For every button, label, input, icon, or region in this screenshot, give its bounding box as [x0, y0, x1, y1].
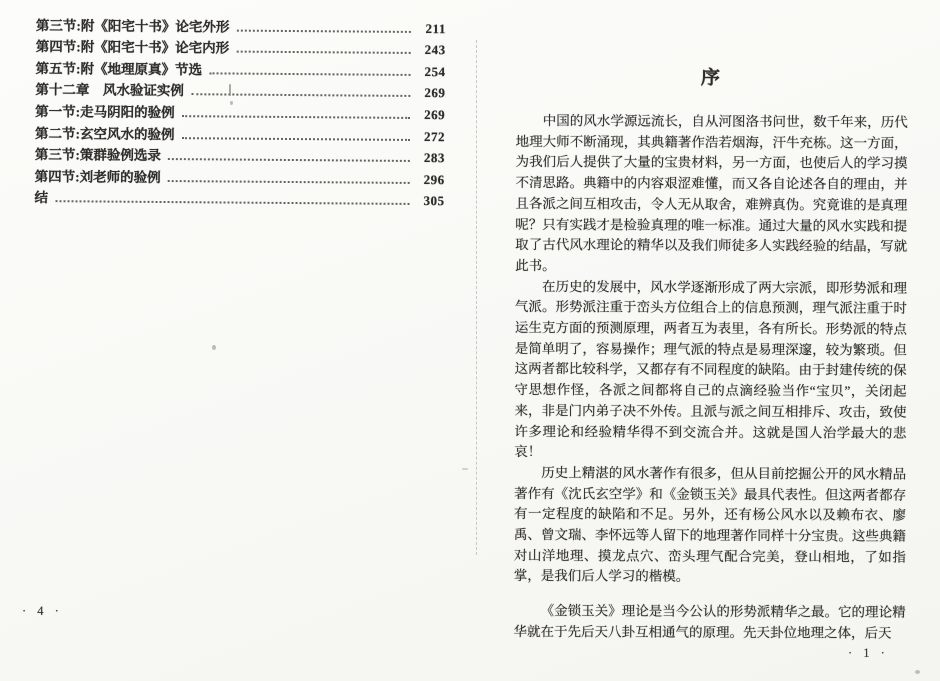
scan-speck — [230, 101, 233, 105]
toc-row — [35, 120, 445, 145]
folio-right-page-number: · 1 · — [848, 646, 889, 660]
toc-page-number: 283 — [423, 150, 445, 166]
toc-row — [35, 98, 445, 123]
toc-row — [35, 55, 445, 80]
toc-entry-label: 第十二章 风水验证实例 — [35, 82, 184, 99]
dot-leader — [236, 29, 411, 32]
toc-entry-label: 结 — [34, 190, 49, 206]
toc-entry-label: 第四节:附《阳宅十书》论宅内形 — [35, 39, 230, 56]
preface-paragraph: 在历史的发展中，风水学逐渐形成了两大宗派，即形势派和理气派。形势派注重于峦头方位组合上的信息预测，理气派注重于时运生克方面的预测原理，两者互为表里，各有所长。形势派的特点是简单明了，容易操作；理气派的特点是易理深邃，较为繁琐。但这两者都比较科学，又都存有不同程度的缺陷。由于封建传统的保守思想作怪，各派之间都将自己的点滴经验当作“宝贝”，关闭起来，非是门内弟子决不外传。且派与派之间互相排斥、攻击，致使许多理论和经验精华得不到交流合并。这就是国人治学最大的悲哀！ — [514, 278, 908, 460]
scan-speck — [915, 670, 920, 674]
toc-row — [34, 185, 444, 210]
preface-paragraph: 历史上精湛的风水著作有很多，但从目前挖掘公开的风水精品著作有《沈氏玄空学》和《金锁玉关》最具代表性。但这两者都存有一定程度的缺陷和不足。另外，还有杨公风水以及赖布衣、廖禹、曾文瑞、李怀远等人留下的地理著作同样十分宝贵。这些典籍对山洋地理、摸龙点穴、峦头理气配合完美，登山相地，了如指掌，是我们后人学习的楷模。 — [513, 465, 907, 585]
right-page-preface — [513, 62, 908, 644]
dot-leader — [191, 94, 411, 98]
preface-title: 序 — [700, 67, 723, 89]
scan-speck — [462, 468, 468, 470]
left-page-toc — [34, 12, 446, 210]
folio-left-page-number: · 4 · — [22, 604, 63, 618]
preface-paragraph: 《金锁玉关》理论是当今公认的形势派精华之最。它的理论精华就在于先后天八卦互相通气的原理。先天卦位地理之体，后天 — [513, 603, 906, 641]
dot-leader — [182, 115, 411, 119]
toc-row — [36, 12, 446, 37]
toc-entry-label: 第五节:附《地理原真》节选 — [35, 60, 203, 78]
toc-entry-label: 第三节:策群验例选录 — [34, 147, 161, 164]
toc-page-number: 269 — [424, 85, 446, 101]
toc-row — [35, 142, 445, 167]
toc-page-number: 272 — [423, 128, 446, 144]
toc-page-number: 211 — [425, 20, 446, 36]
dot-leader — [182, 137, 411, 141]
toc-page-number: 296 — [423, 171, 445, 187]
dot-leader — [209, 72, 411, 76]
toc-entry-label: 第一节:走马阴阳的验例 — [35, 103, 175, 121]
scan-speck — [229, 84, 231, 96]
page-gutter-line — [476, 40, 477, 555]
dot-leader — [168, 158, 410, 162]
toc-page-number: 254 — [424, 63, 446, 79]
toc-page-number: 243 — [424, 42, 446, 58]
toc-row — [35, 163, 445, 188]
toc-entry-label: 第四节:刘老师的验例 — [34, 168, 161, 185]
toc-row — [36, 34, 446, 59]
toc-row-chapter — [35, 77, 445, 102]
preface-paragraph: 中国的风水学源远流长，自从河图洛书问世，数千年来，历代地理大师不断涌现，其典籍著作浩若烟海，汗牛充栋。这一方面，为我们后人提供了大量的宝贵材料，另一方面，也使后人的学习摸不清思路。典籍中的内容艰涩难懂，而又各自论述各自的理由，并且各派之间互相攻击，令人无从取舍，难辨真伪。究竟谁的是真理呢？只有实践才是检验真理的唯一标准。通过大量的风水实践和提取了古代风水理论的精华以及我们师徒多人实践经验的结晶，写就此书。 — [515, 113, 908, 274]
toc-page-number: 305 — [423, 193, 445, 209]
dot-leader — [55, 200, 410, 205]
scan-speck — [212, 345, 216, 350]
toc-entry-label: 第三节:附《阳宅十书》论宅外形 — [35, 17, 230, 35]
dot-leader — [168, 180, 410, 184]
toc-entry-label: 第二节:玄空风水的验例 — [34, 125, 175, 142]
toc-page-number: 269 — [424, 107, 446, 123]
dot-leader — [236, 51, 411, 54]
